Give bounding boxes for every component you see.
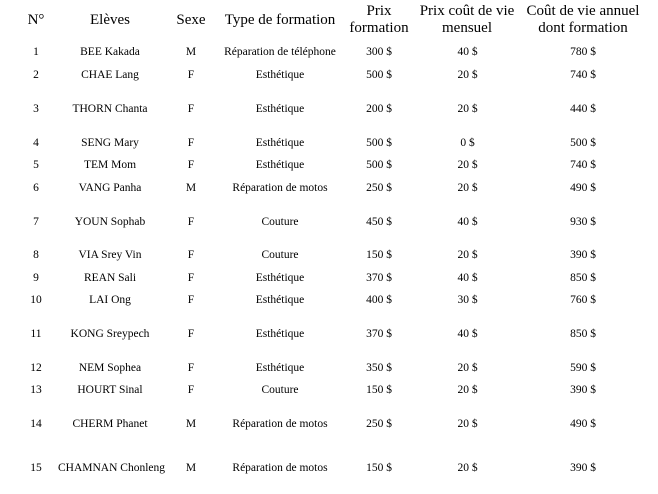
cell-annual: 740 $ <box>570 159 596 171</box>
cell-type: Couture <box>261 249 299 261</box>
cell-type: Couture <box>261 216 299 228</box>
cell-monthly: 20 $ <box>457 384 478 396</box>
cell-num: 14 <box>30 418 42 430</box>
cell-type: Esthétique <box>255 159 305 171</box>
cell-type: Esthétique <box>255 137 305 149</box>
cell-type: Esthétique <box>255 328 305 340</box>
header-students: Elèves <box>90 12 130 28</box>
cell-num: 8 <box>33 249 39 261</box>
cell-name: CHERM Phanet <box>72 418 148 430</box>
cell-monthly: 40 $ <box>457 46 478 58</box>
cell-type: Réparation de motos <box>232 182 328 194</box>
header-monthly-cost <box>412 3 522 37</box>
cell-annual: 390 $ <box>570 249 596 261</box>
cell-num: 15 <box>30 462 42 474</box>
cell-price: 250 $ <box>366 182 392 194</box>
cell-type: Réparation de motos <box>232 418 328 430</box>
cell-type: Esthétique <box>255 362 305 374</box>
cell-num: 7 <box>33 216 39 228</box>
cell-annual: 490 $ <box>570 418 596 430</box>
cell-monthly: 30 $ <box>457 294 478 306</box>
cell-sex: F <box>187 159 195 171</box>
cell-name: CHAE Lang <box>81 69 139 81</box>
cell-annual: 850 $ <box>570 328 596 340</box>
cell-sex: F <box>187 137 195 149</box>
cell-sex: F <box>187 69 195 81</box>
cell-sex: F <box>187 328 195 340</box>
cell-monthly: 40 $ <box>457 272 478 284</box>
cell-monthly: 0 $ <box>460 137 475 149</box>
cell-price: 500 $ <box>366 137 392 149</box>
cell-num: 6 <box>33 182 39 194</box>
cell-name: LAI Ong <box>89 294 131 306</box>
cell-sex: F <box>187 294 195 306</box>
header-annual-cost-line1: Coût de vie annuel <box>526 3 640 19</box>
cell-sex: F <box>187 384 195 396</box>
cell-sex: M <box>185 182 197 194</box>
cell-monthly: 40 $ <box>457 328 478 340</box>
cell-annual: 740 $ <box>570 69 596 81</box>
cell-name: CHAMNAN Chonleng <box>58 462 166 474</box>
cell-name: VIA Srey Vin <box>78 249 142 261</box>
cell-name: SENG Mary <box>81 137 139 149</box>
cell-type: Esthétique <box>255 103 305 115</box>
header-sex: Sexe <box>176 12 206 28</box>
cell-type: Réparation de motos <box>232 462 328 474</box>
cell-monthly: 20 $ <box>457 418 478 430</box>
cell-sex: M <box>185 418 197 430</box>
cell-price: 150 $ <box>366 384 392 396</box>
cell-monthly: 20 $ <box>457 182 478 194</box>
cell-num: 10 <box>30 294 42 306</box>
cell-name: TEM Mom <box>83 159 137 171</box>
cell-annual: 760 $ <box>570 294 596 306</box>
header-annual-cost <box>518 3 648 37</box>
header-monthly-cost-line1: Prix coût de vie <box>419 3 515 19</box>
header-training-price <box>342 3 416 37</box>
cell-num: 11 <box>30 328 42 340</box>
cell-price: 370 $ <box>366 328 392 340</box>
cell-num: 2 <box>33 69 39 81</box>
cell-sex: M <box>185 462 197 474</box>
cell-annual: 590 $ <box>570 362 596 374</box>
header-training-price-line1: Prix <box>366 3 392 19</box>
cell-num: 5 <box>33 159 39 171</box>
cell-price: 500 $ <box>366 159 392 171</box>
cell-type: Esthétique <box>255 294 305 306</box>
cell-num: 13 <box>30 384 42 396</box>
cell-annual: 440 $ <box>570 103 596 115</box>
cell-monthly: 20 $ <box>457 249 478 261</box>
header-training-price-line2: formation <box>349 20 409 36</box>
cell-annual: 390 $ <box>570 462 596 474</box>
cell-sex: F <box>187 272 195 284</box>
cell-monthly: 20 $ <box>457 462 478 474</box>
cell-sex: F <box>187 249 195 261</box>
header-training-type: Type de formation <box>224 12 336 28</box>
cell-sex: F <box>187 216 195 228</box>
cell-type: Esthétique <box>255 272 305 284</box>
header-monthly-cost-line2: mensuel <box>442 20 492 36</box>
cell-name: THORN Chanta <box>72 103 148 115</box>
cell-name: REAN Sali <box>83 272 137 284</box>
cell-type: Couture <box>261 384 299 396</box>
cell-price: 450 $ <box>366 216 392 228</box>
cell-num: 4 <box>33 137 39 149</box>
cell-monthly: 20 $ <box>457 69 478 81</box>
cell-annual: 930 $ <box>570 216 596 228</box>
cell-annual: 500 $ <box>570 137 596 149</box>
cell-price: 500 $ <box>366 69 392 81</box>
cell-price: 150 $ <box>366 249 392 261</box>
header-num: N° <box>27 12 45 28</box>
cell-monthly: 40 $ <box>457 216 478 228</box>
cell-name: NEM Sophea <box>78 362 142 374</box>
cell-name: VANG Panha <box>78 182 142 194</box>
cell-sex: M <box>185 46 197 58</box>
cell-name: HOURT Sinal <box>77 384 143 396</box>
cell-annual: 390 $ <box>570 384 596 396</box>
cell-price: 150 $ <box>366 462 392 474</box>
cell-price: 300 $ <box>366 46 392 58</box>
cell-price: 250 $ <box>366 418 392 430</box>
cell-name: BEE Kakada <box>80 46 140 58</box>
cell-name: KONG Sreypech <box>70 328 150 340</box>
cell-num: 1 <box>33 46 39 58</box>
cell-num: 9 <box>33 272 39 284</box>
cell-num: 12 <box>30 362 42 374</box>
cell-sex: F <box>187 362 195 374</box>
cell-price: 350 $ <box>366 362 392 374</box>
cell-monthly: 20 $ <box>457 362 478 374</box>
cell-name: YOUN Sophab <box>74 216 146 228</box>
cell-type: Esthétique <box>255 69 305 81</box>
cell-annual: 490 $ <box>570 182 596 194</box>
cell-price: 400 $ <box>366 294 392 306</box>
cell-price: 370 $ <box>366 272 392 284</box>
cell-monthly: 20 $ <box>457 103 478 115</box>
header-annual-cost-line2: dont formation <box>538 20 628 36</box>
cell-monthly: 20 $ <box>457 159 478 171</box>
cell-annual: 850 $ <box>570 272 596 284</box>
cell-annual: 780 $ <box>570 46 596 58</box>
cell-price: 200 $ <box>366 103 392 115</box>
cell-type: Réparation de téléphone <box>224 46 336 58</box>
cell-num: 3 <box>33 103 39 115</box>
cell-sex: F <box>187 103 195 115</box>
